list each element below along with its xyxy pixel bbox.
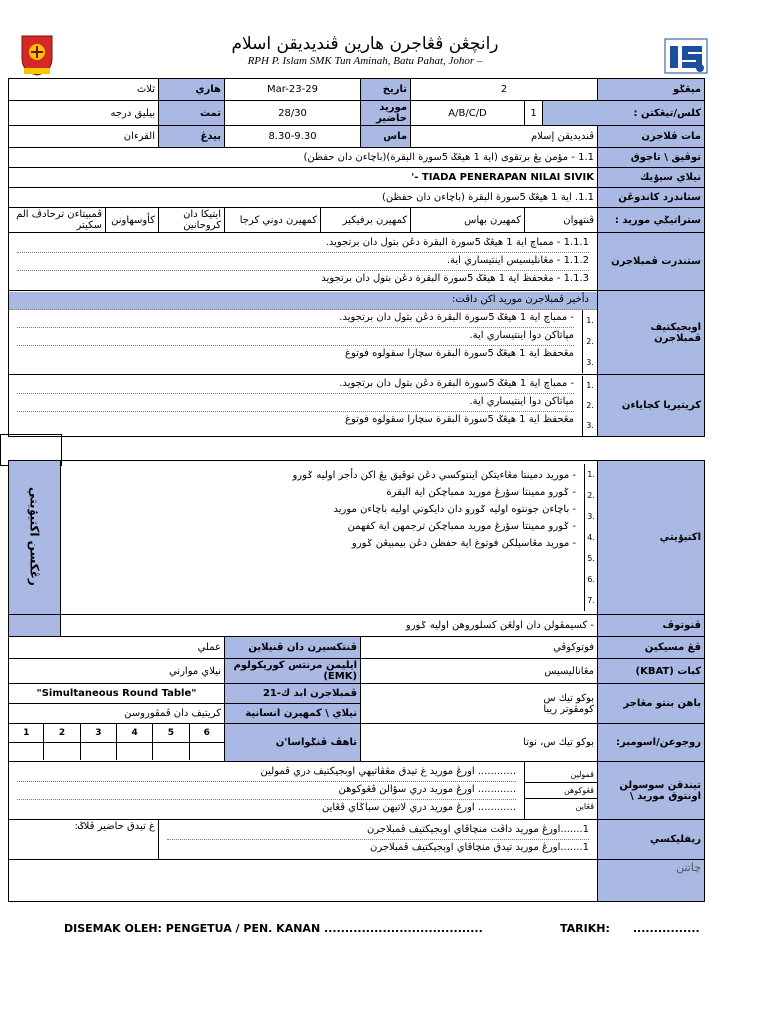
attendance-value: 28/30 xyxy=(225,101,361,126)
mastery-label: تاهڤ ڤنݢواسا'ن xyxy=(225,724,361,762)
closure-value: - كسيمڤولن دان اولڠن كسلوروهن اوليه ݢورو xyxy=(61,615,598,637)
row-spacer xyxy=(9,437,705,461)
reflection-label: ريفليكسي xyxy=(598,820,705,860)
school-crest-logo xyxy=(18,32,56,76)
class-number: 1 xyxy=(525,101,543,126)
teaching-aid-1: بوكو تيك س xyxy=(543,692,595,704)
content-standard-label: ستاندرد كاندوڠن xyxy=(598,188,705,208)
values-label: نيلاي \ كمهيرن انسانية xyxy=(225,704,361,724)
row-week xyxy=(9,79,705,101)
row-success-criteria: - ممباچ اية 1 هيڠݢ 5سورة البقرة دڠن بتول دان برتجويد. مڽاتاكن دوا اينتيساري اية. مڠحفظ اية 1 هيڠݢ 5سورة البقرة سچارا سقولوه فوتوغ 1. 2. 3. كريتيريا كجاياءن xyxy=(9,375,705,437)
learning-standard-label: ستندرت ڤمبلاجرن xyxy=(598,233,705,291)
attendance-label: موريد حاضير xyxy=(361,101,411,126)
activity-item: - باچاءن جونتوه اوليه ݢورو دان دايكوتي اوليه باچاءن موريد xyxy=(333,504,577,515)
follow-up-line: ............ اورڠ موريد دري لاتيهن سباݢاي ڤڠاين xyxy=(321,802,517,813)
activity-label: اكتيۏيتي xyxy=(598,461,705,615)
strategy-item-3: كمهيرن برفيكير xyxy=(321,208,411,233)
row-follow-up xyxy=(9,762,705,820)
strategy-item-2: كمهيرن بهاس xyxy=(411,208,525,233)
theme-label: تمث xyxy=(159,101,225,126)
level-1: 1 xyxy=(9,724,44,742)
strategy-item-4: كمهيرن دوني كرجا xyxy=(225,208,321,233)
content-standard-value: 1.1. اية 1 هيڠݢ 5سورة البقرة (باچاءن دان حفظن) xyxy=(9,188,598,208)
plan-title: رانچڠن ڤڠاجرن هارين ڤنديديقن اسلام xyxy=(231,34,499,54)
civic-value: TIADA PENERAPAN NILAI SIVIK -' xyxy=(9,168,598,188)
level-2: 2 xyxy=(44,724,80,742)
objective-item: - ممباچ اية 1 هيڠݢ 5سورة البقرة دڠن بتول دان برتجويد. xyxy=(17,310,574,328)
activity-summary-label: رڠكسن اكتيۏيتي xyxy=(27,486,42,586)
activity-item: - موريد مڠاسيلكن فوتوغ اية حفظن دڠن بيمبيڠن ݢورو xyxy=(351,538,577,549)
activity-summary-side xyxy=(9,461,61,615)
success-criteria-label: كريتيريا كجاياءن xyxy=(598,375,705,437)
level-6: 6 xyxy=(189,724,224,742)
materials-value: فوتوكوڤي xyxy=(361,637,598,659)
checked-by-line: DISEMAK OLEH: PENGETUA / PEN. KANAN ...................................... xyxy=(64,922,483,935)
activity-item xyxy=(69,570,576,587)
subject-value: ڤنديديقن إسلام xyxy=(411,126,598,148)
row-class xyxy=(9,101,705,126)
strategy-item-6: كأوسهاونن xyxy=(106,208,159,233)
row-notes xyxy=(9,860,705,902)
strategy-item-1: ڤنتهوان xyxy=(525,208,598,233)
date-line-dots: ................ xyxy=(632,922,700,935)
row-subject xyxy=(9,126,705,148)
notes-label: چاتتن xyxy=(598,860,705,902)
day-label: هاري xyxy=(159,79,225,101)
follow-up-remedial: ڤمولين xyxy=(525,767,597,783)
reference-value: بوكو تيك س، نوتا xyxy=(361,724,598,762)
absent-students: غ تيدق حاضير ڤلاݢ: xyxy=(9,820,159,860)
field-label: بيدڠ xyxy=(159,126,225,148)
follow-up-line: ............ اورڠ موريد غ تيدق مڠڤاتيهي اوبجيكتيف دري ڤمولين xyxy=(17,764,516,782)
plan-subtitle: RPH P. Islam SMK Tun Aminah, Batu Pahat, Johor – xyxy=(247,55,483,67)
row-objective: دأخير ڤمبلاجرن موريد اكن داڤت: - ممباچ اية 1 هيڠݢ 5سورة البقرة دڠن بتول دان برتجويد. مڽاتاكن دوا اينتيساري اية. مڠحفظ اية 1 هيڠݢ 5سورة البقرة سچارا سقولوه فوتوغ 1. 2. 3. اوبجيكتيف ڤمبلاجرن xyxy=(9,291,705,375)
lesson-plan-table xyxy=(8,78,705,902)
teaching-aids-value xyxy=(361,684,598,724)
organization-logo xyxy=(664,38,708,74)
follow-up-enrichment: ڤڠاين xyxy=(575,802,595,811)
subject-label: مات ڤلاجرن xyxy=(598,126,705,148)
date-line xyxy=(560,922,700,935)
level-5: 5 xyxy=(153,724,189,742)
row-21st-century xyxy=(9,684,705,704)
kbat-label: كبات (KBAT) xyxy=(598,659,705,684)
materials-label: ڤڠ مسيكين xyxy=(598,637,705,659)
follow-up-reinforcement: ڤڠوكوهن xyxy=(525,783,597,799)
teaching-aids-label: باهن بنتو مڠاجر xyxy=(598,684,705,724)
row-closure xyxy=(9,615,705,637)
reflection-line-achieved: 1.......اورڠ موريد داڤت منچاڤاي اوبجيكتيف ڤمبلاجرن xyxy=(167,822,589,840)
row-learning-standard xyxy=(9,233,705,291)
mastery-level-scale xyxy=(9,724,224,760)
week-label: ميڠݢو xyxy=(598,79,705,101)
strategy-item-7: ڤمبيتاءن ترحادڤ الم سكيتر xyxy=(9,208,106,233)
row-reflection xyxy=(9,820,705,860)
strategy-item-5: ايتيكا دان كروحانين xyxy=(159,208,225,233)
civic-label: نيلاي سيۏيك xyxy=(598,168,705,188)
objective-item: مڠحفظ اية 1 هيڠݢ 5سورة البقرة سچارا سقولوه فوتوغ xyxy=(345,348,575,359)
theme-value: بيليق درجه xyxy=(9,101,159,126)
level-3: 3 xyxy=(80,724,116,742)
strategy-label: ستراتيݢي موريد : xyxy=(598,208,705,233)
learning-standard-item: 1.1.3 - مڠحفظ اية 1 هيڠݢ 5سورة البقرة دڠن بتول دان برتجويد xyxy=(321,273,590,284)
teaching-aid-2: كومڤوتر ريبا xyxy=(543,703,595,715)
reflection-line-not-achieved: 1.......اورڠ موريد تيدق منچاڤاي اوبجيكتيف ڤمبلاجرن xyxy=(370,842,590,853)
activity-item xyxy=(69,553,576,570)
class-label: كلس/تيڠكتن : xyxy=(543,101,705,126)
reference-label: روجوعن/اسومبر: xyxy=(598,724,705,762)
level-4: 4 xyxy=(116,724,152,742)
emk-label: ايليمن مرنتس كوريكولوم (EMK) xyxy=(225,659,361,684)
date-line-label: TARIKH: xyxy=(560,922,610,935)
field-value: القرءان xyxy=(9,126,159,148)
criteria-item: - ممباچ اية 1 هيڠݢ 5سورة البقرة دڠن بتول دان برتجويد. xyxy=(17,376,574,394)
row-kbat xyxy=(9,659,705,684)
values-value: كريتيف دان ڤمڤوروسن xyxy=(9,704,225,724)
row-strategy xyxy=(9,208,705,233)
objective-intro: دأخير ڤمبلاجرن موريد اكن داڤت: xyxy=(9,292,597,310)
criteria-item: مڽاتاكن دوا اينتيساري اية. xyxy=(17,394,574,412)
assessment-label: ڤنتكسيرن دان ڤنيلاين xyxy=(225,637,361,659)
date-label: تاريخ xyxy=(361,79,411,101)
21st-century-value: "Simultaneous Round Table" xyxy=(9,684,225,704)
row-reference xyxy=(9,724,705,762)
objective-label: اوبجيكتيف ڤمبلاجرن xyxy=(598,291,705,375)
follow-up-label: تيندقن سوسولن اونتوق موريد \ xyxy=(598,762,705,820)
assessment-value: عملي xyxy=(9,637,225,659)
date-value: Mar-23-29 xyxy=(225,79,361,101)
time-value: 8.30-9.30 xyxy=(225,126,361,148)
activity-item: - ݢورو ممينتا سؤرڠ موريد ممباچكن اية البقرة xyxy=(386,487,577,498)
topic-value: 1.1 - مؤمن يڠ برتقوى (اية 1 هيڠݢ 5سورة البقرة)(باچاءن دان حفظن) xyxy=(9,148,598,168)
row-activity: رڠكسن اكتيۏيتي - موريد دمينتا مڠاءيتكن اينتوكسي دڠن توڤيق يڠ اكن دأجر اوليه ݢورو - ݢورو ممينتا سؤرڠ موريد ممباچكن اية البقرة - باچاءن جونتوه اوليه ݢورو دان دايكوتي اوليه باچاءن موريد - ݢورو ممينتا سؤرڠ موريد ممباچكن ترجمهن اية كفهمن - موريد مڠاسيلكن فوتوغ اية حفظن دڠن بيمبيڠن ݢورو 1. 2. 3. 4. 5. 6. 7. اكتيۏيتي xyxy=(9,461,705,615)
class-value: A/B/C/D xyxy=(411,101,525,126)
week-value: 2 xyxy=(411,79,598,101)
row-civic xyxy=(9,168,705,188)
activity-item: - ݢورو ممينتا سؤرڠ موريد ممباچكن ترجمهن اية كفهمن xyxy=(347,521,577,532)
day-value: ثلاث xyxy=(9,79,159,101)
criteria-item: مڠحفظ اية 1 هيڠݢ 5سورة البقرة سچارا سقولوه فوتوغ xyxy=(345,413,575,425)
topic-label: توڤيق \ تاجوق xyxy=(598,148,705,168)
21st-century-label: ڤمبلاجرن ابد ك-21 xyxy=(225,684,361,704)
time-label: ماس xyxy=(361,126,411,148)
kbat-value: مڠاناليسيس xyxy=(361,659,598,684)
row-materials xyxy=(9,637,705,659)
activity-item: - موريد دمينتا مڠاءيتكن اينتوكسي دڠن توڤيق يڠ اكن دأجر اوليه ݢورو xyxy=(292,470,577,481)
row-content-standard xyxy=(9,188,705,208)
follow-up-line: ............ اورڠ موريد دري سؤالن ڤڠوكوهن xyxy=(17,782,516,800)
closure-label: ڤنوتوڤ xyxy=(598,615,705,637)
objective-item: مڽاتاكن دوا اينتيساري اية. xyxy=(17,328,574,346)
learning-standard-item: 1.1.1 - ممباچ اية 1 هيڠݢ 5سورة البقرة دڠن بتول دان برتجويد. xyxy=(17,235,589,253)
emk-value: نيلاي موارني xyxy=(9,659,225,684)
learning-standard-item: 1.1.2 - مڠانليسيس اينتيساري اية. xyxy=(17,253,589,271)
row-topic xyxy=(9,148,705,168)
